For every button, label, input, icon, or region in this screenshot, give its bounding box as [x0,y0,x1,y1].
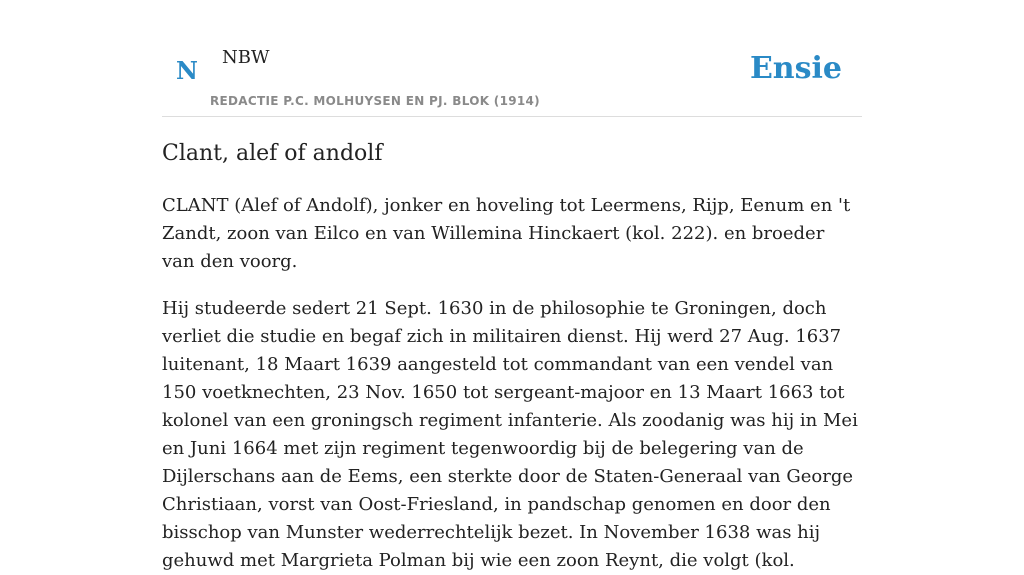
article-paragraph: CLANT (Alef of Andolf), jonker en hoveling tot Leermens, Rijp, Eenum en 't Zandt, zoon van Eilco en van Willemina Hinckaert (kol. 222). en broeder van den voorg. [162,195,851,272]
article-paragraph: Hij studeerde sedert 21 Sept. 1630 in de philosophie te Groningen, doch verliet die studie en begaf zich in militairen dienst. Hij werd 27 Aug. 1637 luitenant, 18 Maart 1639 aangesteld tot commandant van een vendel van 150 voetknechten, 23 Nov. 1650 tot sergeant-majoor en 13 Maart 1663 tot kolonel van een groningsch regiment infanterie. Als zoodanig was hij in Mei en Juni 1664 met zijn regiment tegenwoordig bij de belegering van de Dijlerschans aan de Eems, een sterkte door de Staten-Generaal van George Christiaan, vorst van Oost-Friesland, in pandschap genomen en door den bisschop van Munster wederrechtelijk bezet. In November 1638 was hij gehuwd met Margrieta Polman bij wie een zoon Reynt, die volgt (kol. [162,298,858,571]
article-title: Clant, alef of andolf [162,141,383,166]
header [162,0,862,117]
source-logo[interactable]: N [176,56,198,85]
brand-logo[interactable]: Ensie [749,51,842,86]
article [162,138,862,575]
source-name[interactable]: NBW [222,47,270,68]
source-editors: REDACTIE P.C. MOLHUYSEN EN PJ. BLOK (1914) [210,94,540,108]
